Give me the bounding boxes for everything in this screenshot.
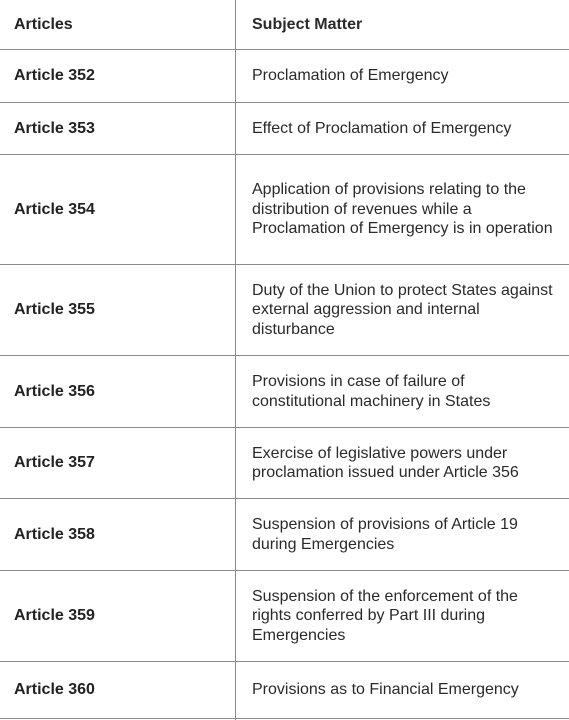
article-number: Article 353 xyxy=(14,119,95,137)
subject-matter: Suspension of provisions of Article 19 during Emergencies xyxy=(252,516,518,553)
table-row xyxy=(0,571,569,662)
table-row xyxy=(0,499,569,571)
article-number: Article 352 xyxy=(14,67,95,84)
table-row xyxy=(0,50,569,103)
table-row xyxy=(0,356,569,428)
article-number: Article 354 xyxy=(14,200,95,218)
article-number: Article 360 xyxy=(14,681,95,698)
subject-matter: Duty of the Union to protect States against external aggression and internal disturbance xyxy=(252,281,553,338)
subject-matter: Suspension of the enforcement of the rights conferred by Part III during Emergencies xyxy=(252,587,518,644)
table-row xyxy=(0,428,569,499)
table-row xyxy=(0,662,569,719)
table-row xyxy=(0,103,569,155)
article-number: Article 357 xyxy=(14,454,95,471)
article-number: Article 355 xyxy=(14,301,95,318)
article-number: Article 358 xyxy=(14,525,95,543)
article-number: Article 359 xyxy=(14,607,95,624)
header-articles: Articles xyxy=(14,15,73,33)
subject-matter: Application of provisions relating to the distribution of revenues while a Proclamation of Emergency is in operation xyxy=(252,181,553,238)
table-row xyxy=(0,265,569,356)
subject-matter: Effect of Proclamation of Emergency xyxy=(252,119,512,137)
table-row xyxy=(0,155,569,265)
table-header-row xyxy=(0,0,569,50)
subject-matter: Provisions in case of failure of constitutional machinery in States xyxy=(252,373,491,410)
subject-matter: Exercise of legislative powers under proclamation issued under Article 356 xyxy=(252,444,519,481)
subject-matter: Proclamation of Emergency xyxy=(252,67,449,85)
article-number: Article 356 xyxy=(14,382,95,400)
header-subject-matter: Subject Matter xyxy=(252,15,363,33)
subject-matter: Provisions as to Financial Emergency xyxy=(252,681,519,699)
